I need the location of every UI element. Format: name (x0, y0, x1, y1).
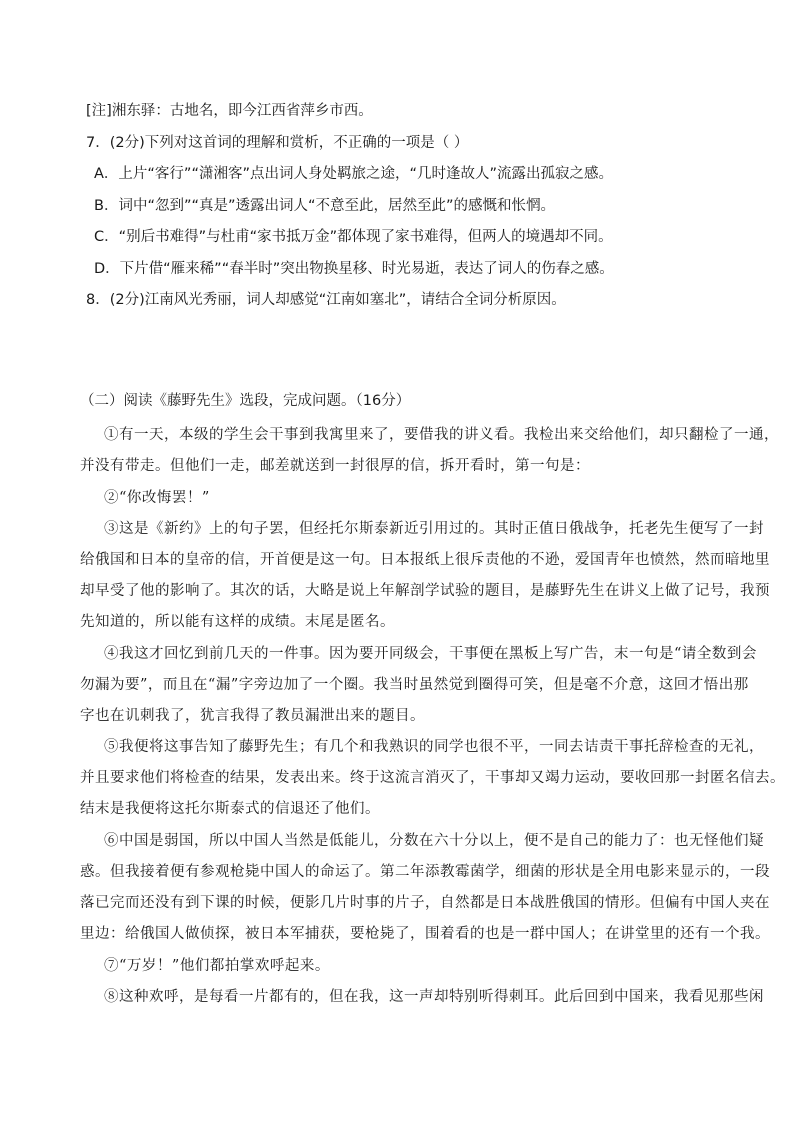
passage-line: 里边：给俄国人做侦探，被日本军捕获，要枪毙了，围着看的也是一群中国人；在讲堂里的还有一个我。 (80, 926, 770, 942)
section-2-title: （二）阅读《藤野先生》选段，完成问题。（16分） (80, 393, 411, 409)
passage-line: ④我这才回忆到前几天的一件事。因为要开同级会，干事便在黑板上写广告，末一句是“请全数到会 (104, 646, 757, 662)
passage-line: ⑧这种欢呼，是每看一片都有的，但在我，这一声却特别听得刺耳。此后回到中国来，我看见那些闲 (104, 989, 764, 1005)
question-7-option-d: D．下片借“雁来稀”“春半时”突出物换星移、时光易逝，表达了词人的伤春之感。 (94, 261, 614, 277)
passage-line: ⑦“万岁！”他们都拍掌欢呼起来。 (104, 958, 330, 974)
passage-line: 落已完而还没有到下课的时候，便影几片时事的片子，自然都是日本战胜俄国的情形。但偏有中国人夹在 (80, 895, 770, 911)
passage-line: 结末是我便将这托尔斯泰式的信退还了他们。 (80, 801, 380, 817)
passage-line: ②“你改悔罢！” (104, 490, 210, 506)
question-7-option-a: A．上片“客行”“潇湘客”点出词人身处羁旅之途，“几时逢故人”流露出孤寂之感。 (94, 166, 613, 182)
passage-line: 字也在讥刺我了，犹言我得了教员漏泄出来的题目。 (80, 708, 425, 724)
passage-line: 并没有带走。但他们一走，邮差就送到一封很厚的信，拆开看时，第一句是： (80, 458, 590, 474)
passage-line: 给俄国和日本的皇帝的信，开首便是这一句。日本报纸上很斥责他的不逊，爱国青年也愤然，然而暗地里 (80, 552, 770, 568)
annotation-note: [注]湘东驿：古地名，即今江西省萍乡市西。 (86, 103, 373, 119)
question-7-option-b: B．词中“忽到”“真是”透露出词人“不意至此，居然至此”的感慨和怅惘。 (94, 198, 556, 214)
question-7-option-c: C．“别后书难得”与杜甫“家书抵万金”都体现了家书难得，但两人的境遇却不同。 (94, 229, 613, 245)
question-8-stem: 8．(2分)江南风光秀丽，词人却感觉“江南如塞北”，请结合全词分析原因。 (86, 292, 566, 308)
passage-line: 勿漏为要”，而且在“漏”字旁边加了一个圈。我当时虽然觉到圈得可笑，但是毫不介意，这回才悟出那 (80, 677, 749, 693)
question-7-stem: 7．(2分)下列对这首词的理解和赏析，不正确的一项是（ ） (86, 135, 469, 151)
passage-line: ①有一天，本级的学生会干事到我寓里来了，要借我的讲义看。我检出来交给他们，却只翻检了一通， (104, 427, 779, 443)
passage-line: 惑。但我接着便有参观枪毙中国人的命运了。第二年添教霉菌学，细菌的形状是全用电影来显示的，一段 (80, 864, 770, 880)
passage-line: 先知道的，所以能有这样的成绩。末尾是匿名。 (80, 614, 395, 630)
passage-line: ③这是《新约》上的句子罢，但经托尔斯泰新近引用过的。其时正值日俄战争，托老先生便写了一封 (104, 521, 764, 537)
passage-line: 并且要求他们将检查的结果，发表出来。终于这流言消灭了，干事却又竭力运动，要收回那一封匿名信去。 (80, 770, 785, 786)
passage-line: ⑥中国是弱国，所以中国人当然是低能儿，分数在六十分以上，便不是自己的能力了：也无怪他们疑 (104, 833, 764, 849)
passage-line: 却早受了他的影响了。其次的话，大略是说上年解剖学试验的题目，是藤野先生在讲义上做了记号，我预 (80, 583, 770, 599)
passage-line: ⑤我便将这事告知了藤野先生；有几个和我熟识的同学也很不平，一同去诘责干事托辞检查的无礼， (104, 739, 764, 755)
